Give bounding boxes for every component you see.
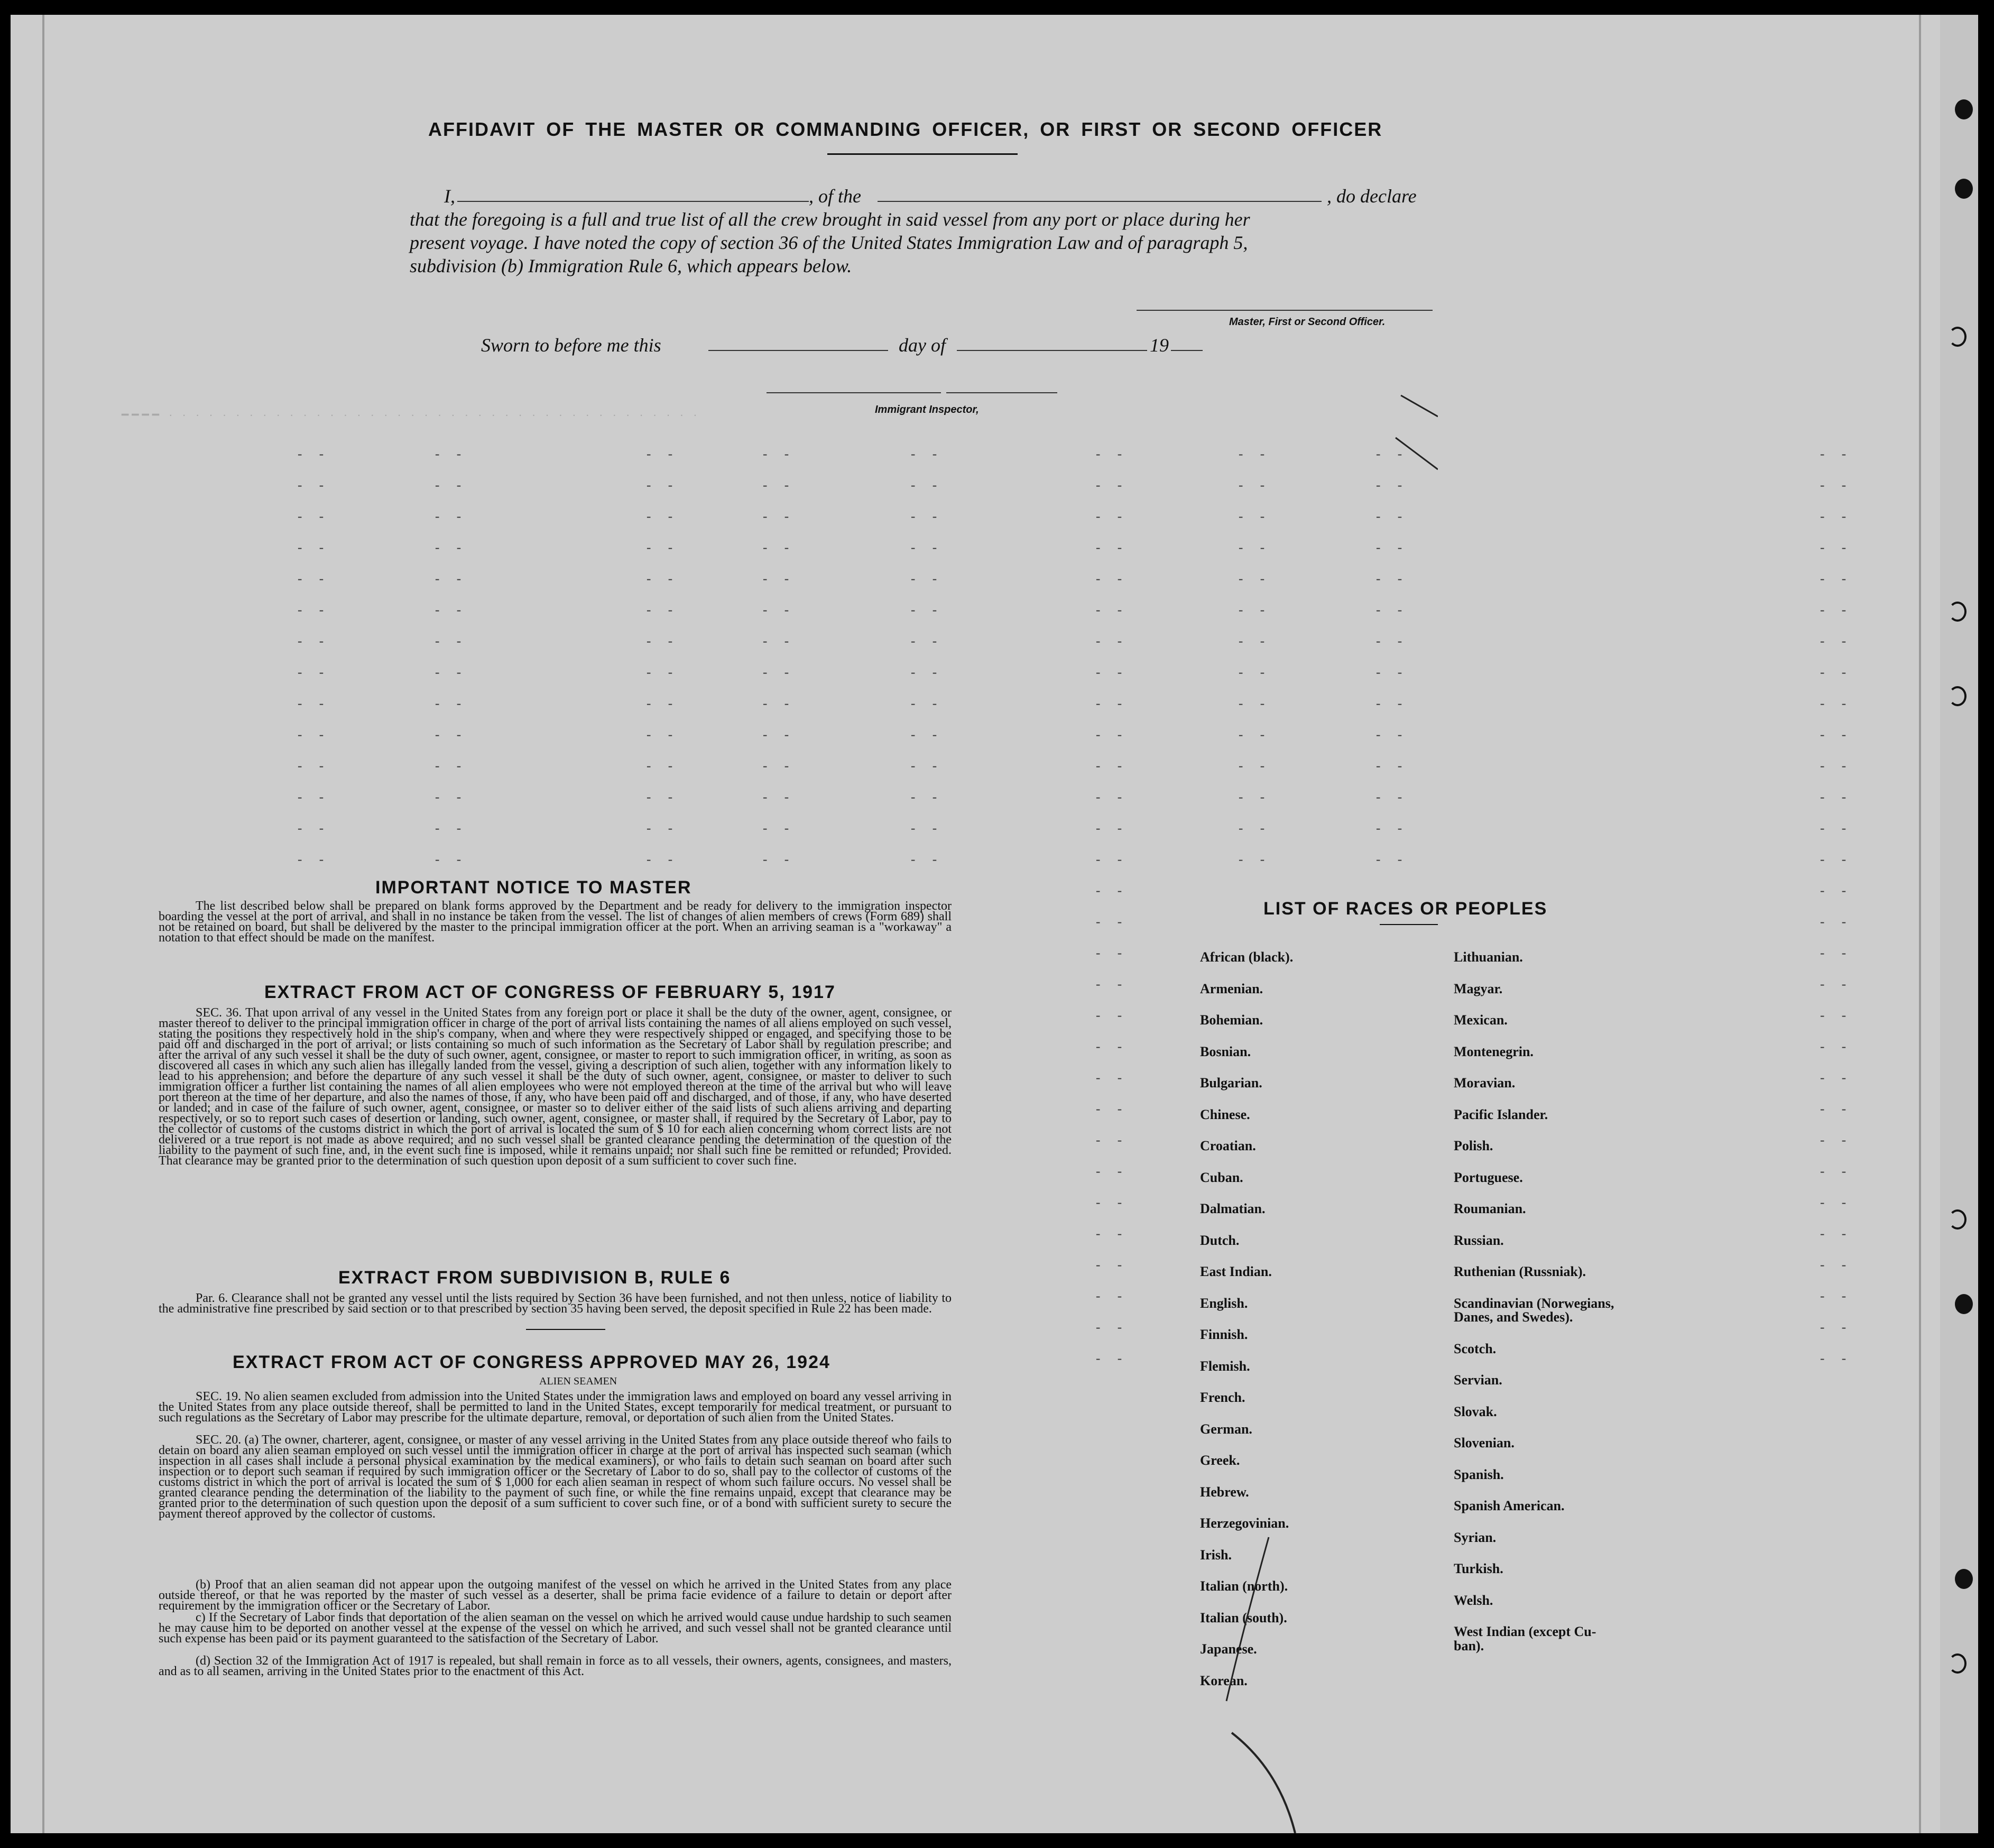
race-entry: Cuban. xyxy=(1200,1169,1243,1185)
race-entry: Irish. xyxy=(1200,1547,1232,1563)
race-entry: Moravian. xyxy=(1454,1075,1516,1091)
race-entry: East Indian. xyxy=(1200,1264,1272,1279)
act1924-subtitle: ALIEN SEAMEN xyxy=(539,1375,617,1387)
ruling-dash: - - xyxy=(296,635,329,650)
ruling-dash: - - xyxy=(296,854,329,868)
ruling-dash: - - xyxy=(761,854,794,868)
title-underline xyxy=(827,153,1018,155)
ruling-dash: - - xyxy=(1818,1010,1851,1024)
ruling-dash: - - xyxy=(433,635,466,650)
ruling-dash: - - xyxy=(761,573,794,587)
ruling-dash: - - xyxy=(1094,729,1127,743)
punch-hole xyxy=(1949,327,1967,347)
race-entry: Russian. xyxy=(1454,1232,1504,1248)
punch-hole xyxy=(1955,99,1973,119)
race-entry: Japanese. xyxy=(1200,1641,1257,1657)
ruling-dash: - - xyxy=(1374,760,1407,774)
ruling-dash: - - xyxy=(909,542,942,556)
ruling-dash: - - xyxy=(761,479,794,494)
race-entry: Syrian. xyxy=(1454,1529,1497,1545)
ruling-dash: - - xyxy=(1094,1166,1127,1180)
race-entry: Flemish. xyxy=(1200,1358,1250,1374)
act1924-sec20d: (d) Section 32 of the Immigration Act of 1917 is repealed, but shall remain in force as to all vessels, their owners, agents, consignees, and masters, and as to all seamen, arriving in the United States prior to the enactment of this Act. xyxy=(159,1654,952,1678)
race-entry: Welsh. xyxy=(1454,1592,1493,1608)
race-entry: Montenegrin. xyxy=(1454,1043,1534,1059)
pen-marks xyxy=(1121,385,1438,1838)
race-entry: Italian (south). xyxy=(1200,1610,1287,1625)
ruling-dash: - - xyxy=(1818,511,1851,525)
race-entry: Spanish American. xyxy=(1454,1498,1565,1514)
ruling-dash: - - xyxy=(761,604,794,618)
race-entry: Scotch. xyxy=(1454,1341,1497,1356)
binder-strip xyxy=(1940,15,1978,1833)
ruling-dash: - - xyxy=(1094,916,1127,930)
race-entry: Spanish. xyxy=(1454,1466,1504,1482)
race-entry: Pacific Islander. xyxy=(1454,1106,1548,1122)
ruling-dash: - - xyxy=(296,760,329,774)
act1917-body: SEC. 36. That upon arrival of any vessel in the United States from any foreign port or place it shall be the duty of the owner, agent, consignee, or master thereof to deliver to the principal immigration officer in charge of the port of arrival lists containing the names of all aliens employed on such vessel, stating the positions they respectively hold in the ship's company, when and where they were respectively shipped or engaged, and specifying those to be paid off and discharged in the port of arrival; or lists containing so much of such information as the Secretary of Labor shall by regulation prescribe; and after the arrival of any such vessel it shall be the duty of such owner, agent, consignee, or master to report to such immigration officer, in writing, as soon as discovered all cases in which any such alien has illegally landed from the vessel, giving a description of such alien, together with any information likely to lead to his apprehension; and before the departure of any such vessel it shall be the duty of such owner, agent, consignee, or master to deliver to such immigration officer a further list containing the names of all alien employees who were not employed thereon at the time of the arrival but who will leave port thereon at the time of her departure, and also the names of those, if any, who have been paid off and discharged, and of those, if any, who have deserted or landed; and in case of the failure of such owner, agent, consignee, or master so to deliver either of the said lists of such aliens arriving and departing respectively, or so to report such cases of desertion or landing, such owner, agent, consignee, or master shall, if required by the Secretary of Labor, pay to the collector of customs of the customs district in which the port of arrival is located the sum of $ 10 for each alien concerning whom correct lists are not delivered or a true report is not made as above required; and no such vessel shall be granted clearance pending the determination of the question of the liability to the payment of such fine, and, in the event such fine is imposed, while it remains unpaid; nor shall such fine be remitted or refunded; Provided. That clearance may be granted prior to the determination of such question upon deposit of a sum sufficient to cover such fine. xyxy=(159,1006,952,1168)
race-entry: Scandinavian (Norwegians, xyxy=(1454,1295,1614,1311)
ruling-dash: - - xyxy=(1818,854,1851,868)
ruling-dash: - - xyxy=(909,823,942,837)
ruling-dash: - - xyxy=(1094,978,1127,993)
race-entry: Bosnian. xyxy=(1200,1043,1251,1059)
affidavit-line2: that the foregoing is a full and true list of all the crew brought in said vessel from any port or place during her xyxy=(410,209,1250,230)
ruling-dash: - - xyxy=(909,729,942,743)
ruling-dash: - - xyxy=(1818,604,1851,618)
year-prefix: 19 xyxy=(1150,335,1169,356)
ruling-dash: - - xyxy=(1818,791,1851,806)
act1924-sec20b: (b) Proof that an alien seaman did not appear upon the outgoing manifest of the vessel on which he arrived in the United States from any place outside thereof, or that he was reported by the master of such vessel as a deserter, shall be prima facie evidence of a failure to detain or deport after requirement by the immigration officer or the Secretary of Labor. xyxy=(159,1578,952,1613)
inspector-line-2 xyxy=(946,392,1057,393)
ruling-dash: - - xyxy=(1374,542,1407,556)
race-entry: Mexican. xyxy=(1454,1012,1508,1028)
ruling-dash: - - xyxy=(761,760,794,774)
ruling-dash: - - xyxy=(1818,542,1851,556)
ruling-dash: - - xyxy=(1374,791,1407,806)
ruling-dash: - - xyxy=(433,667,466,681)
race-entry: Danes, and Swedes). xyxy=(1454,1309,1573,1325)
ruling-dash: - - xyxy=(761,729,794,743)
ruling-dash: - - xyxy=(296,511,329,525)
ruling-dash: - - xyxy=(909,479,942,494)
ruling-dash: - - xyxy=(1237,635,1270,650)
affidavit-line4: subdivision (b) Immigration Rule 6, which appears below. xyxy=(410,255,852,276)
ruling-dash: - - xyxy=(1094,1290,1127,1305)
ruling-dash: - - xyxy=(645,667,678,681)
ruling-dash: - - xyxy=(1374,479,1407,494)
ruling-dash: - - xyxy=(1374,635,1407,650)
rule6-body: Par. 6. Clearance shall not be granted any vessel until the lists required by Section 36 have been furnished, and not then unless, notice of liability to the administrative fine prescribed by said section or to that prescribed by section 35 having been served, the deposit specified in Rule 22 has been made. xyxy=(159,1291,952,1316)
ruling-dash: - - xyxy=(433,573,466,587)
ruling-dash: - - xyxy=(761,542,794,556)
race-entry: French. xyxy=(1200,1390,1245,1405)
ruling-dash: - - xyxy=(296,698,329,712)
ruling-dash: - - xyxy=(1374,511,1407,525)
ruling-dash: - - xyxy=(1818,698,1851,712)
ruling-dash: - - xyxy=(645,511,678,525)
sworn-month-line xyxy=(957,350,1147,351)
ruling-dash: - - xyxy=(1818,1072,1851,1086)
ruling-dash: - - xyxy=(296,729,329,743)
ruling-dash: - - xyxy=(296,448,329,463)
ruling-dash: - - xyxy=(1094,1103,1127,1117)
ruling-dash: - - xyxy=(1094,1134,1127,1149)
inspector-label: Immigrant Inspector, xyxy=(875,404,979,415)
ruling-dash: - - xyxy=(1237,791,1270,806)
ruling-dash: - - xyxy=(433,448,466,463)
act1924-title: EXTRACT FROM ACT OF CONGRESS APPROVED MAY 26, 1924 xyxy=(233,1352,830,1372)
ruling-dash: - - xyxy=(1818,823,1851,837)
race-entry: Armenian. xyxy=(1200,981,1263,996)
ruling-dash: - - xyxy=(433,760,466,774)
ruling-dash: - - xyxy=(1237,573,1270,587)
ruling-dash: - - xyxy=(645,760,678,774)
ruling-dash: - - xyxy=(909,854,942,868)
ruling-dash: - - xyxy=(1818,1134,1851,1149)
ruling-dash: - - xyxy=(645,604,678,618)
race-entry: Italian (north). xyxy=(1200,1578,1288,1594)
ruling-dash: - - xyxy=(1094,1353,1127,1367)
ruling-dash: - - xyxy=(1237,511,1270,525)
affidavit-of-the: , of the xyxy=(809,186,861,207)
races-title: LIST OF RACES OR PEOPLES xyxy=(1263,899,1548,919)
act1924-sec20a: SEC. 20. (a) The owner, charterer, agent, consignee, or master of any vessel arriving in the United States from any place outside thereof who fails to detain on board any alien seaman employed on such vessel until the immigration officer in charge at the port of arrival has inspected such seaman (which inspection in all cases shall include a personal physical examination by the medical examiners), or who fails to detain such seaman on board after such inspection or to deport such seaman if required by such immigration officer or the Secretary of Labor to do so, shall pay to the collector of customs of the customs district in which the port of arrival is located the sum of $ 1,000 for each alien seaman in respect of whom such failure occurs. No vessel shall be granted clearance pending the determination of the liability to the payment of such fine, or while the fine remains unpaid, except that clearance may be granted prior to the determination of such question upon the deposit of a sum sufficient to cover such fine, or of a bond with sufficient surety to secure the payment thereof approved by the collector of customs. xyxy=(159,1433,952,1521)
ruling-dash: - - xyxy=(1818,1166,1851,1180)
rule6-underline xyxy=(526,1329,605,1330)
year-line xyxy=(1171,350,1203,351)
ruling-dash: - - xyxy=(909,791,942,806)
ruling-dash: - - xyxy=(1094,698,1127,712)
page-edge-line xyxy=(1919,15,1921,1833)
race-entry: Croatian. xyxy=(1200,1138,1256,1153)
ruling-dash: - - xyxy=(1094,885,1127,899)
affidavit-title: AFFIDAVIT OF THE MASTER OR COMMANDING OFFICER, OR FIRST OR SECOND OFFICER xyxy=(428,118,1383,140)
ruling-dash: - - xyxy=(1818,947,1851,962)
ruling-dash: - - xyxy=(296,573,329,587)
race-entry: Herzegovinian. xyxy=(1200,1516,1289,1531)
ruling-dash: - - xyxy=(1094,760,1127,774)
ruling-dash: - - xyxy=(1237,698,1270,712)
race-entry: Polish. xyxy=(1454,1138,1493,1153)
ruling-dash: - - xyxy=(1374,823,1407,837)
ruling-dash: - - xyxy=(1818,1353,1851,1367)
ruling-dash: - - xyxy=(1094,667,1127,681)
ruling-dash: - - xyxy=(1374,448,1407,463)
ruling-dash: - - xyxy=(433,791,466,806)
day-of-text: day of xyxy=(899,335,946,356)
race-entry: Servian. xyxy=(1454,1372,1502,1388)
ruling-dash: - - xyxy=(1094,854,1127,868)
race-entry: Lithuanian. xyxy=(1454,949,1523,965)
affidavit-line3: present voyage. I have noted the copy of section 36 of the United States Immigration Law and of paragraph 5, xyxy=(410,232,1248,253)
page-edge-line xyxy=(42,15,44,1833)
inspector-line-1 xyxy=(767,392,941,393)
ruling-dash: - - xyxy=(761,635,794,650)
race-entry: Roumanian. xyxy=(1454,1201,1526,1216)
ruling-dash: - - xyxy=(1237,479,1270,494)
sworn-text: Sworn to before me this xyxy=(481,335,661,356)
ruling-dash: - - xyxy=(1818,1197,1851,1211)
ruling-dash: - - xyxy=(1094,1259,1127,1273)
ruling-dash: - - xyxy=(1818,729,1851,743)
ruling-dash: - - xyxy=(1094,1197,1127,1211)
punch-hole xyxy=(1955,1294,1973,1314)
ruling-dash: - - xyxy=(645,448,678,463)
ruling-dash: - - xyxy=(1818,1322,1851,1336)
ruling-dash: - - xyxy=(1818,916,1851,930)
ruling-dash: - - xyxy=(909,573,942,587)
ruling-dash: - - xyxy=(645,729,678,743)
ruling-dash: - - xyxy=(1094,1041,1127,1055)
affidavit-declare: , do declare xyxy=(1327,186,1417,207)
race-entry: West Indian (except Cu- xyxy=(1454,1624,1596,1640)
ruling-dash: - - xyxy=(1094,1072,1127,1086)
signature-line xyxy=(1137,310,1433,311)
bleed-through-header: ━━━━ · · · · · · · · · · · · · · · · · · · · · · · · · · · · · · · · · · · · · · · · xyxy=(122,408,700,421)
race-entry: Portuguese. xyxy=(1454,1169,1523,1185)
race-entry: African (black). xyxy=(1200,949,1294,965)
signature-label: Master, First or Second Officer. xyxy=(1229,316,1386,328)
act1924-sec19: SEC. 19. No alien seamen excluded from admission into the United States under the immigration laws and employed on board any vessel arriving in the United States from any place outside thereof, shall be permitted to land in the United States, except temporarily for medical treatment, or pursuant to such regulations as the Secretary of Labor may prescribe for the ultimate departure, removal, or deportation of such alien from the United States. xyxy=(159,1390,952,1425)
ruling-dash: - - xyxy=(645,854,678,868)
race-entry: English. xyxy=(1200,1295,1248,1311)
ruling-dash: - - xyxy=(1094,823,1127,837)
ruling-dash: - - xyxy=(909,635,942,650)
race-entry: German. xyxy=(1200,1421,1252,1437)
punch-hole xyxy=(1949,1653,1967,1674)
document-page xyxy=(11,15,1953,1833)
race-entry: Greek. xyxy=(1200,1453,1240,1468)
ruling-dash: - - xyxy=(1818,448,1851,463)
punch-hole xyxy=(1949,1209,1967,1230)
race-entry: Finnish. xyxy=(1200,1327,1248,1342)
ruling-dash: - - xyxy=(1094,635,1127,650)
race-entry: Ruthenian (Russniak). xyxy=(1454,1264,1586,1279)
ruling-dash: - - xyxy=(433,479,466,494)
ruling-dash: - - xyxy=(1094,947,1127,962)
ruling-dash: - - xyxy=(1237,823,1270,837)
ruling-dash: - - xyxy=(1094,511,1127,525)
ruling-dash: - - xyxy=(761,448,794,463)
punch-hole xyxy=(1955,179,1973,199)
rule6-title: EXTRACT FROM SUBDIVISION B, RULE 6 xyxy=(338,1268,731,1288)
sworn-day-line xyxy=(708,350,888,351)
ruling-dash: - - xyxy=(645,791,678,806)
race-entry: Bohemian. xyxy=(1200,1012,1263,1028)
punch-hole xyxy=(1949,686,1967,706)
race-entry: Slovak. xyxy=(1454,1403,1497,1419)
ruling-dash: - - xyxy=(1237,854,1270,868)
ruling-dash: - - xyxy=(296,823,329,837)
ruling-dash: - - xyxy=(1818,635,1851,650)
ruling-dash: - - xyxy=(645,542,678,556)
ruling-dash: - - xyxy=(1237,729,1270,743)
race-entry: ban). xyxy=(1454,1638,1484,1654)
ruling-dash: - - xyxy=(1094,1010,1127,1024)
master-name-line xyxy=(457,201,809,202)
race-entry: Chinese. xyxy=(1200,1106,1250,1122)
ruling-dash: - - xyxy=(1094,604,1127,618)
ruling-dash: - - xyxy=(1094,479,1127,494)
ruling-dash: - - xyxy=(296,604,329,618)
ruling-dash: - - xyxy=(1094,1228,1127,1242)
ruling-dash: - - xyxy=(909,667,942,681)
ruling-dash: - - xyxy=(1818,1041,1851,1055)
race-entry: Dalmatian. xyxy=(1200,1201,1266,1216)
vessel-name-line xyxy=(878,201,1322,202)
ruling-dash: - - xyxy=(645,635,678,650)
notice-body: The list described below shall be prepared on blank forms approved by the Department and be ready for delivery to the immigration inspector boarding the vessel at the port of arrival, and shall in no instance be taken from the vessel. The list of changes of alien members of crews (Form 689) shall not be retained on board, but shall be delivered by the master to the principal immigration officer at the port. When an arriving seaman is a "workaway" a notation to that effect should be made on the manifest. xyxy=(159,899,952,945)
ruling-dash: - - xyxy=(1237,760,1270,774)
ruling-dash: - - xyxy=(645,698,678,712)
notice-title: IMPORTANT NOTICE TO MASTER xyxy=(375,877,692,898)
race-entry: Slovenian. xyxy=(1454,1435,1515,1451)
ruling-dash: - - xyxy=(433,542,466,556)
race-entry: Hebrew. xyxy=(1200,1484,1249,1500)
ruling-dash: - - xyxy=(1818,978,1851,993)
ruling-dash: - - xyxy=(761,823,794,837)
act1917-title: EXTRACT FROM ACT OF CONGRESS OF FEBRUARY 5, 1917 xyxy=(264,982,836,1002)
ruling-dash: - - xyxy=(909,760,942,774)
race-entry: Turkish. xyxy=(1454,1561,1503,1577)
ruling-dash: - - xyxy=(1374,667,1407,681)
ruling-dash: - - xyxy=(433,823,466,837)
ruling-dash: - - xyxy=(761,667,794,681)
race-entry: Korean. xyxy=(1200,1673,1248,1688)
ruling-dash: - - xyxy=(296,542,329,556)
punch-hole xyxy=(1949,602,1967,622)
ruling-dash: - - xyxy=(433,729,466,743)
ruling-dash: - - xyxy=(1237,667,1270,681)
ruling-dash: - - xyxy=(1237,604,1270,618)
ruling-dash: - - xyxy=(433,698,466,712)
ruling-dash: - - xyxy=(1237,542,1270,556)
ruling-dash: - - xyxy=(1818,1228,1851,1242)
ruling-dash: - - xyxy=(1818,760,1851,774)
punch-hole xyxy=(1955,1569,1973,1589)
ruling-dash: - - xyxy=(761,791,794,806)
ruling-dash: - - xyxy=(1374,573,1407,587)
ruling-dash: - - xyxy=(1094,791,1127,806)
ruling-dash: - - xyxy=(433,511,466,525)
ruling-dash: - - xyxy=(1374,698,1407,712)
ruling-dash: - - xyxy=(645,573,678,587)
ruling-dash: - - xyxy=(433,854,466,868)
act1924-sec20c: c) If the Secretary of Labor finds that deportation of the alien seaman on the vessel on which he arrived would cause undue hardship to such seamen he may cause him to be deported on another vessel at the expense of the vessel on which he arrived, and such vessel shall not be granted clearance until such expense has been paid or its payment guaranteed to the satisfaction of the Secretary of Labor. xyxy=(159,1611,952,1646)
ruling-dash: - - xyxy=(1094,1322,1127,1336)
ruling-dash: - - xyxy=(909,448,942,463)
ruling-dash: - - xyxy=(909,698,942,712)
ruling-dash: - - xyxy=(645,823,678,837)
ruling-dash: - - xyxy=(1094,542,1127,556)
ruling-dash: - - xyxy=(1818,479,1851,494)
ruling-dash: - - xyxy=(1818,667,1851,681)
ruling-dash: - - xyxy=(1818,1259,1851,1273)
ruling-dash: - - xyxy=(1818,1290,1851,1305)
ruling-dash: - - xyxy=(296,667,329,681)
ruling-dash: - - xyxy=(909,511,942,525)
ruling-dash: - - xyxy=(1237,448,1270,463)
ruling-dash: - - xyxy=(645,479,678,494)
ruling-dash: - - xyxy=(433,604,466,618)
ruling-dash: - - xyxy=(1374,604,1407,618)
ruling-dash: - - xyxy=(761,698,794,712)
ruling-dash: - - xyxy=(1374,854,1407,868)
ruling-dash: - - xyxy=(296,479,329,494)
race-entry: Dutch. xyxy=(1200,1232,1240,1248)
affidavit-i: I, xyxy=(444,186,455,207)
race-entry: Magyar. xyxy=(1454,981,1503,996)
ruling-dash: - - xyxy=(1818,573,1851,587)
ruling-dash: - - xyxy=(1818,1103,1851,1117)
race-entry: Bulgarian. xyxy=(1200,1075,1262,1091)
ruling-dash: - - xyxy=(296,791,329,806)
ruling-dash: - - xyxy=(1374,729,1407,743)
ruling-dash: - - xyxy=(761,511,794,525)
ruling-dash: - - xyxy=(1094,448,1127,463)
ruling-dash: - - xyxy=(1094,573,1127,587)
ruling-dash: - - xyxy=(909,604,942,618)
ruling-dash: - - xyxy=(1818,885,1851,899)
